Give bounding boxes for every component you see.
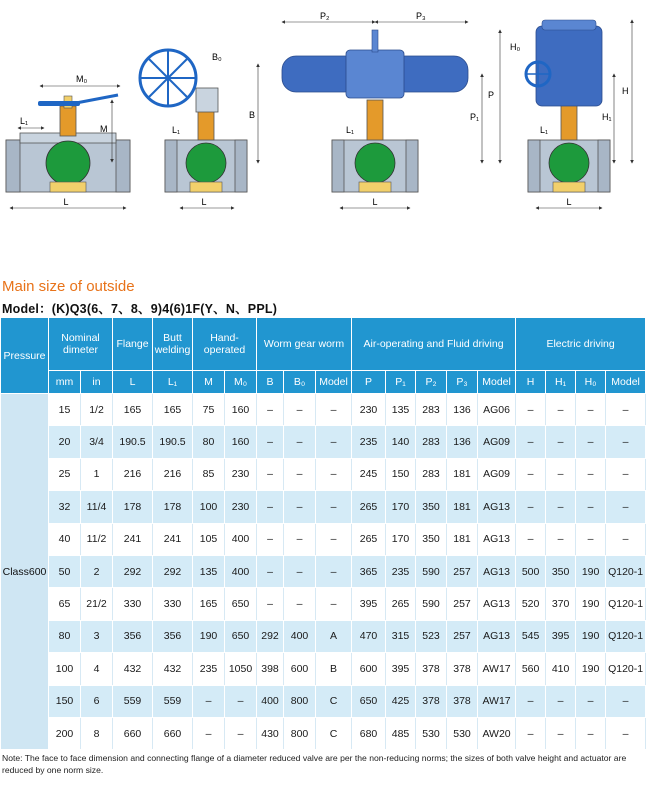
table-cell: 559: [153, 685, 193, 717]
table-row: [1, 620, 646, 652]
table-cell: 265: [352, 523, 386, 555]
subheader-cell: P₃: [447, 371, 478, 394]
table-cell: 485: [386, 717, 416, 749]
table-cell: 190: [193, 620, 225, 652]
table-cell: AG06: [478, 394, 516, 426]
table-row: [1, 491, 646, 523]
table-cell: 283: [416, 426, 447, 458]
table-cell: 135: [386, 394, 416, 426]
table-cell: –: [576, 394, 606, 426]
table-cell: 650: [225, 588, 257, 620]
table-cell: –: [516, 394, 546, 426]
table-cell: A: [316, 620, 352, 652]
subheader-cell: Model: [478, 371, 516, 394]
table-cell: –: [316, 426, 352, 458]
subheader-cell: M₀: [225, 371, 257, 394]
table-cell: 395: [386, 653, 416, 685]
table-cell: –: [316, 491, 352, 523]
table-cell: 2: [81, 555, 113, 587]
table-cell: AG13: [478, 491, 516, 523]
table-cell: 378: [416, 685, 447, 717]
table-cell: 430: [257, 717, 284, 749]
header-hand: Hand- operated: [193, 318, 257, 371]
label-p3: P₃: [416, 11, 426, 21]
table-cell: –: [606, 458, 646, 490]
subheader-cell: M: [193, 371, 225, 394]
table-cell: 80: [49, 620, 81, 652]
table-cell: 600: [284, 653, 316, 685]
subheader-cell: H₁: [546, 371, 576, 394]
table-cell: 350: [416, 523, 447, 555]
table-cell: –: [546, 523, 576, 555]
table-cell: 165: [113, 394, 153, 426]
table-cell: 283: [416, 394, 447, 426]
header-butt: Butt welding: [153, 318, 193, 371]
subheader-cell: P₂: [416, 371, 447, 394]
table-cell: 265: [352, 491, 386, 523]
table-cell: 680: [352, 717, 386, 749]
subheader-cell: Model: [316, 371, 352, 394]
table-cell: 800: [284, 717, 316, 749]
label-l1: L₁: [20, 116, 29, 126]
table-cell: 523: [416, 620, 447, 652]
table-cell: –: [576, 426, 606, 458]
table-cell: –: [284, 555, 316, 587]
table-cell: 400: [284, 620, 316, 652]
table-cell: 378: [416, 653, 447, 685]
table-cell: 178: [113, 491, 153, 523]
subheader-cell: Model: [606, 371, 646, 394]
table-cell: 432: [153, 653, 193, 685]
table-cell: 150: [49, 685, 81, 717]
header-pressure: Pressure: [1, 318, 49, 394]
table-cell: –: [257, 394, 284, 426]
table-cell: 660: [153, 717, 193, 749]
table-cell: –: [606, 685, 646, 717]
table-cell: –: [316, 523, 352, 555]
table-cell: 800: [284, 685, 316, 717]
table-cell: 650: [352, 685, 386, 717]
table-cell: 165: [153, 394, 193, 426]
table-cell: 170: [386, 491, 416, 523]
table-row: [1, 653, 646, 685]
table-cell: AG13: [478, 588, 516, 620]
table-cell: 365: [352, 555, 386, 587]
table-cell: AG13: [478, 620, 516, 652]
table-cell: 245: [352, 458, 386, 490]
table-cell: 190: [576, 555, 606, 587]
table-cell: 356: [113, 620, 153, 652]
subheader-cell: in: [81, 371, 113, 394]
drawing-hand-operated: [6, 74, 130, 208]
label-p1: P₁: [470, 112, 480, 122]
footnote: Note: The face to face dimension and connecting flange of a diameter reduced valve are per the non-reducing norms; the sizes of both valve height and actuator are reduced by one norm size.: [2, 753, 627, 775]
section-title: Main size of outside: [2, 278, 135, 295]
label-h0: H₀: [510, 42, 521, 52]
table-row: [1, 588, 646, 620]
table-cell: –: [257, 458, 284, 490]
table-cell: 11/2: [81, 523, 113, 555]
table-cell: 283: [416, 458, 447, 490]
table-cell: 265: [386, 588, 416, 620]
label-b: B: [249, 110, 256, 120]
table-cell: 65: [49, 588, 81, 620]
table-cell: 660: [113, 717, 153, 749]
table-cell: 50: [49, 555, 81, 587]
table-cell: 530: [416, 717, 447, 749]
table-cell: 235: [386, 555, 416, 587]
table-cell: AG09: [478, 458, 516, 490]
label-b0: B₀: [212, 52, 222, 62]
table-cell: –: [257, 523, 284, 555]
table-cell: 432: [113, 653, 153, 685]
table-row: [1, 555, 646, 587]
table-cell: 170: [386, 523, 416, 555]
table-row: [1, 685, 646, 717]
table-cell: –: [546, 717, 576, 749]
table-cell: –: [576, 523, 606, 555]
table-cell: –: [516, 717, 546, 749]
size-table: [0, 317, 646, 750]
table-cell: –: [516, 523, 546, 555]
table-cell: –: [606, 426, 646, 458]
table-cell: 590: [416, 588, 447, 620]
label-p2: P₂: [320, 11, 330, 21]
table-cell: –: [316, 588, 352, 620]
label-l-2: L: [201, 197, 207, 207]
table-cell: –: [546, 426, 576, 458]
label-h1: H₁: [602, 112, 612, 122]
label-h: H: [622, 86, 629, 96]
table-cell: 600: [352, 653, 386, 685]
table-cell: –: [193, 717, 225, 749]
table-cell: –: [316, 394, 352, 426]
table-cell: 370: [546, 588, 576, 620]
table-cell: 190: [576, 588, 606, 620]
table-cell: –: [257, 555, 284, 587]
table-cell: 235: [352, 426, 386, 458]
table-cell: 32: [49, 491, 81, 523]
subheader-cell: mm: [49, 371, 81, 394]
table-cell: 292: [153, 555, 193, 587]
model-line: Model：(K)Q3(6、7、8、9)4(6)1F(Y、N、PPL): [2, 302, 278, 316]
table-cell: –: [606, 394, 646, 426]
table-cell: 356: [153, 620, 193, 652]
table-cell: –: [284, 588, 316, 620]
table-cell: 150: [386, 458, 416, 490]
subheader-cell: L₁: [153, 371, 193, 394]
table-cell: 235: [193, 653, 225, 685]
table-cell: 15: [49, 394, 81, 426]
table-cell: 530: [447, 717, 478, 749]
table-cell: 230: [225, 491, 257, 523]
table-cell: 560: [516, 653, 546, 685]
table-cell: 80: [193, 426, 225, 458]
drawing-electric: [510, 20, 632, 208]
table-cell: 3: [81, 620, 113, 652]
header-flange: Flange: [113, 318, 153, 371]
table-cell: –: [284, 491, 316, 523]
table-cell: –: [576, 685, 606, 717]
table-cell: –: [546, 458, 576, 490]
table-cell: 181: [447, 458, 478, 490]
table-cell: 216: [113, 458, 153, 490]
label-m: M: [100, 124, 108, 134]
table-cell: 100: [49, 653, 81, 685]
label-l1-3: L₁: [346, 125, 355, 135]
table-cell: –: [576, 491, 606, 523]
table-cell: 400: [225, 523, 257, 555]
table-cell: 395: [546, 620, 576, 652]
subheader-cell: B: [257, 371, 284, 394]
table-cell: 559: [113, 685, 153, 717]
table-cell: 292: [257, 620, 284, 652]
header-nominal: Nominal dimeter: [49, 318, 113, 371]
table-row: [1, 458, 646, 490]
table-cell: 178: [153, 491, 193, 523]
table-cell: 1/2: [81, 394, 113, 426]
table-cell: 330: [113, 588, 153, 620]
table-cell: 25: [49, 458, 81, 490]
subheader-cell: B₀: [284, 371, 316, 394]
table-cell: 395: [352, 588, 386, 620]
table-cell: 1: [81, 458, 113, 490]
table-cell: 330: [153, 588, 193, 620]
table-cell: 160: [225, 426, 257, 458]
table-cell: 3/4: [81, 426, 113, 458]
valve-drawings: [0, 0, 650, 240]
table-row: [1, 394, 646, 426]
table-cell: 500: [516, 555, 546, 587]
table-cell: 315: [386, 620, 416, 652]
table-cell: 136: [447, 426, 478, 458]
header-air: Air-operating and Fluid driving: [352, 318, 516, 371]
subheader-cell: H₀: [576, 371, 606, 394]
table-cell: –: [225, 685, 257, 717]
table-cell: 398: [257, 653, 284, 685]
table-cell: 100: [193, 491, 225, 523]
table-cell: –: [516, 426, 546, 458]
table-cell: 165: [193, 588, 225, 620]
table-cell: 181: [447, 491, 478, 523]
table-cell: 200: [49, 717, 81, 749]
table-cell: 136: [447, 394, 478, 426]
table-cell: Q120-1: [606, 653, 646, 685]
table-cell: 20: [49, 426, 81, 458]
table-cell: 241: [153, 523, 193, 555]
table-cell: 11/4: [81, 491, 113, 523]
table-cell: –: [546, 685, 576, 717]
table-cell: 650: [225, 620, 257, 652]
table-cell: 181: [447, 523, 478, 555]
table-cell: 140: [386, 426, 416, 458]
table-cell: C: [316, 685, 352, 717]
table-cell: –: [257, 426, 284, 458]
subheader-row: [1, 371, 646, 394]
table-cell: –: [316, 458, 352, 490]
table-cell: –: [546, 491, 576, 523]
table-row: [1, 717, 646, 749]
table-cell: 257: [447, 620, 478, 652]
table-cell: 400: [257, 685, 284, 717]
label-l1-4: L₁: [540, 125, 549, 135]
table-cell: –: [576, 458, 606, 490]
drawing-pneumatic: [282, 11, 500, 208]
table-cell: 470: [352, 620, 386, 652]
table-cell: 292: [113, 555, 153, 587]
table-cell: –: [606, 717, 646, 749]
table-cell: AW17: [478, 685, 516, 717]
table-cell: Q120-1: [606, 555, 646, 587]
table-cell: 190: [576, 620, 606, 652]
table-cell: 135: [193, 555, 225, 587]
table-cell: –: [193, 685, 225, 717]
table-cell: 190.5: [153, 426, 193, 458]
subheader-cell: P: [352, 371, 386, 394]
table-cell: –: [606, 491, 646, 523]
table-cell: –: [516, 491, 546, 523]
table-cell: 230: [352, 394, 386, 426]
table-cell: B: [316, 653, 352, 685]
table-cell: Q120-1: [606, 620, 646, 652]
table-cell: –: [316, 555, 352, 587]
table-cell: 257: [447, 555, 478, 587]
table-cell: –: [225, 717, 257, 749]
table-cell: 1050: [225, 653, 257, 685]
table-cell: –: [546, 394, 576, 426]
table-cell: 378: [447, 653, 478, 685]
table-cell: –: [257, 491, 284, 523]
table-cell: 40: [49, 523, 81, 555]
table-cell: 425: [386, 685, 416, 717]
label-l: L: [63, 197, 69, 207]
table-row: [1, 523, 646, 555]
table-cell: 257: [447, 588, 478, 620]
table-cell: 230: [225, 458, 257, 490]
table-cell: 378: [447, 685, 478, 717]
table-cell: 400: [225, 555, 257, 587]
table-cell: –: [576, 717, 606, 749]
table-cell: 350: [416, 491, 447, 523]
table-cell: 21/2: [81, 588, 113, 620]
table-cell: 190.5: [113, 426, 153, 458]
table-cell: –: [516, 685, 546, 717]
table-cell: 190: [576, 653, 606, 685]
table-cell: 410: [546, 653, 576, 685]
table-cell: 545: [516, 620, 546, 652]
table-cell: AG13: [478, 555, 516, 587]
table-row: [1, 426, 646, 458]
table-cell: AW20: [478, 717, 516, 749]
table-cell: AG09: [478, 426, 516, 458]
label-l1-2: L₁: [172, 125, 181, 135]
table-cell: –: [284, 394, 316, 426]
table-cell: 160: [225, 394, 257, 426]
table-cell: 350: [546, 555, 576, 587]
header-worm: Worm gear worm: [257, 318, 352, 371]
label-m0: M₀: [76, 74, 88, 84]
table-cell: C: [316, 717, 352, 749]
table-cell: 216: [153, 458, 193, 490]
label-p: P: [488, 90, 495, 100]
label-l-3: L: [372, 197, 378, 207]
table-cell: –: [606, 523, 646, 555]
table-body: [1, 394, 646, 750]
subheader-cell: H: [516, 371, 546, 394]
table-cell: 520: [516, 588, 546, 620]
table-cell: AG13: [478, 523, 516, 555]
table-cell: –: [284, 426, 316, 458]
subheader-cell: L: [113, 371, 153, 394]
subheader-cell: P₁: [386, 371, 416, 394]
table-cell: 105: [193, 523, 225, 555]
pressure-cell: Class600: [1, 394, 49, 750]
header-electric: Electric driving: [516, 318, 646, 371]
table-cell: 85: [193, 458, 225, 490]
table-cell: –: [257, 588, 284, 620]
table-cell: –: [284, 458, 316, 490]
table-cell: 590: [416, 555, 447, 587]
table-cell: 8: [81, 717, 113, 749]
drawing-worm-gear: [140, 50, 258, 208]
label-l-4: L: [566, 197, 572, 207]
table-cell: 241: [113, 523, 153, 555]
table-cell: Q120-1: [606, 588, 646, 620]
table-cell: AW17: [478, 653, 516, 685]
table-cell: 4: [81, 653, 113, 685]
table-cell: –: [284, 523, 316, 555]
table-cell: –: [516, 458, 546, 490]
table-cell: 75: [193, 394, 225, 426]
table-cell: 6: [81, 685, 113, 717]
